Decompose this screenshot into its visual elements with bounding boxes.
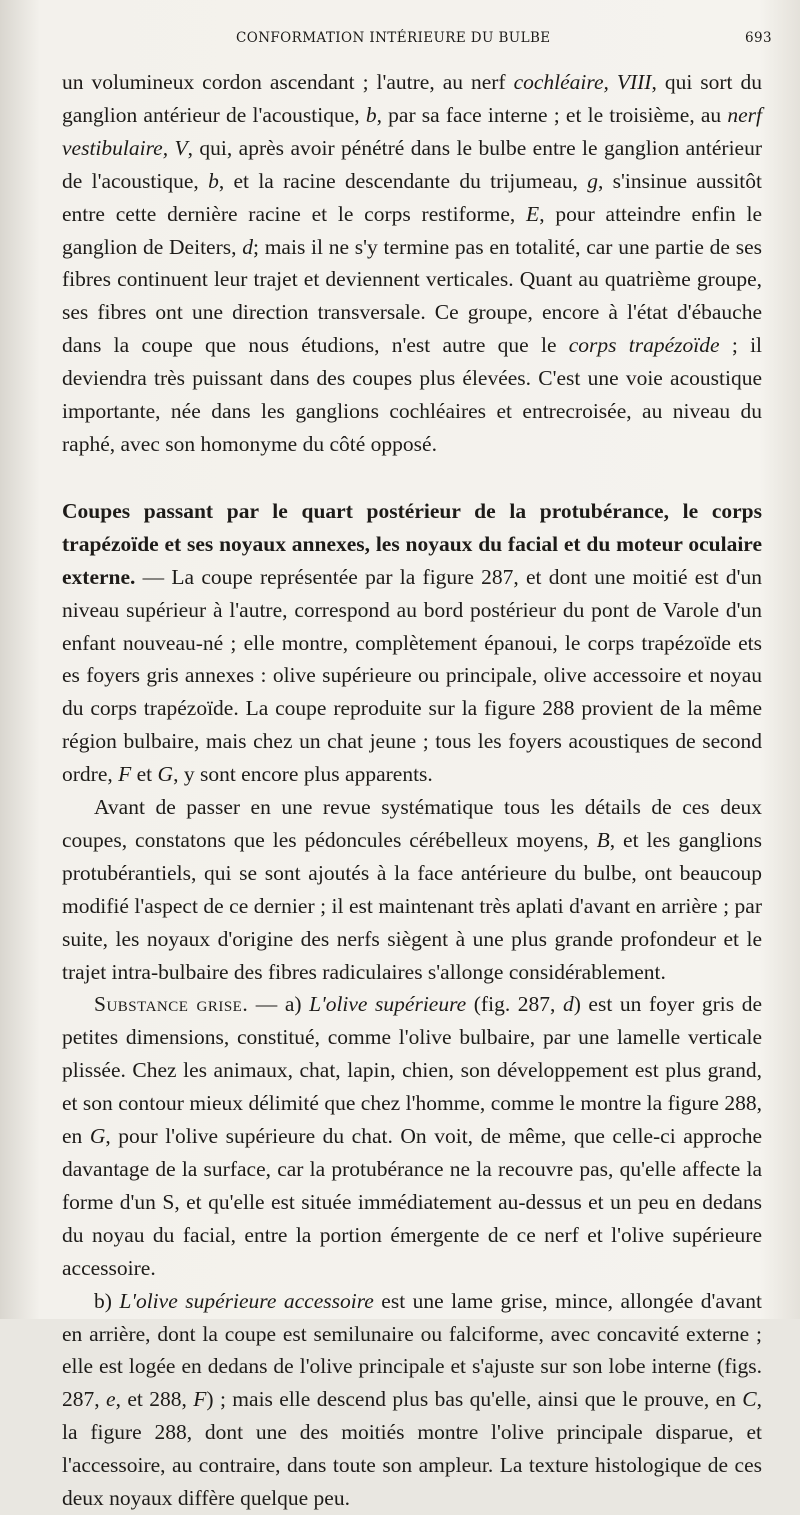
paragraph-3: Avant de passer en une revue systématique tous les détails de ces deux coupes, constatons que les pédoncules cérébelleux moyens, B, et les ganglions protubérantiels, qui se sont ajoutés à la face antérieure du bulbe, ont beaucoup modifié l'aspect de ce dernier ; il est maintenant très aplati d'avant en arrière ; par suite, les noyaux d'origine des nerfs siègent à une plus grande profondeur et le trajet intra-bulbaire des fibres radiculaires s'allonge considérablement. <box>62 795 762 984</box>
paragraph-4: Substance grise. — a) L'olive supérieure (fig. 287, d) est un foyer gris de petites dimensions, constitué, comme l'olive bulbaire, par une lamelle verticale plissée. Chez les animaux, chat, lapin, chien, son développement est plus grand, et son contour mieux délimité que chez l'homme, comme le montre la figure 288, en G, pour l'olive supérieure du chat. On voit, de même, que celle-ci approche davantage de la surface, car la protubérance ne la recouvre pas, qu'elle affecte la forme d'un S, et qu'elle est située immédiatement au-dessus et un peu en dedans du noyau du facial, entre la portion émergente de ce nerf et l'olive supérieure accessoire. <box>62 992 762 1280</box>
paragraph-5: b) L'olive supérieure accessoire est une lame grise, mince, allongée d'avant en arrière, dont la coupe est semilunaire ou falciforme, avec concavité externe ; elle est logée en dedans de l'olive principale et s'ajuste sur son lobe interne (figs. 287, e, et 288, F) ; mais elle descend plus bas qu'elle, ainsi que le prouve, en C, la figure 288, dont une des moitiés montre l'olive principale disparue, et l'accessoire, au contraire, dans toute son ampleur. La texture histologique de ces deux noyaux diffère quelque peu. <box>62 1288 762 1511</box>
paragraph-1: un volumineux cordon ascendant ; l'autre, au nerf cochléaire, VIII, qui sort du ganglion antérieur de l'acoustique, b, par sa face interne ; et le troisième, au nerf vestibulaire, V, qui, après avoir pénétré dans le bulbe entre le ganglion antérieur de l'acoustique, b, et la racine descendante du trijumeau, g, s'insinue aussitôt entre cette dernière racine et le corps restiforme, E, pour atteindre enfin le ganglion de Deiters, d; mais il ne s'y termine pas en totalité, car une partie de ses fibres continuent leur trajet et deviennent verticales. Quant au quatrième groupe, ses fibres ont une direction transversale. Ce groupe, encore à l'état d'ébauche dans la coupe que nous étudions, n'est autre que le corps trapézoïde ; il deviendra très puissant dans des coupes plus élevées. C'est une voie acoustique importante, née dans les ganglions cochléaires et entrecroisée, au niveau du raphé, avec son homonyme du côté opposé. <box>62 70 763 456</box>
section-gap <box>62 461 762 495</box>
running-header <box>68 30 782 56</box>
page-number: 693 <box>745 30 772 46</box>
running-title: CONFORMATION INTÉRIEURE DU BULBE <box>236 30 551 46</box>
page-body <box>62 66 762 1515</box>
section-heading: Coupes passant par le quart postérieur de la protubérance, le corps trapézoïde et ses noyaux annexes, les noyaux du facial et du moteur oculaire externe. <box>62 498 762 589</box>
subsection-heading: Substance grise. <box>94 992 249 1017</box>
paragraph-2: Coupes passant par le quart postérieur de la protubérance, le corps trapézoïde et ses noyaux annexes, les noyaux du facial et du moteur oculaire externe. — La coupe représentée par la figure 287, et dont une moitié est d'un niveau supérieur à l'autre, correspond au bord postérieur du pont de Varole d'un enfant nouveau-né ; elle montre, complètement épanoui, le corps trapézoïde ets es foyers gris annexes : olive supérieure ou principale, olive accessoire et noyau du corps trapézoïde. La coupe reproduite sur la figure 288 provient de la même région bulbaire, mais chez un chat jeune ; tous les foyers acoustiques de second ordre, F et G, y sont encore plus apparents. <box>62 498 762 787</box>
